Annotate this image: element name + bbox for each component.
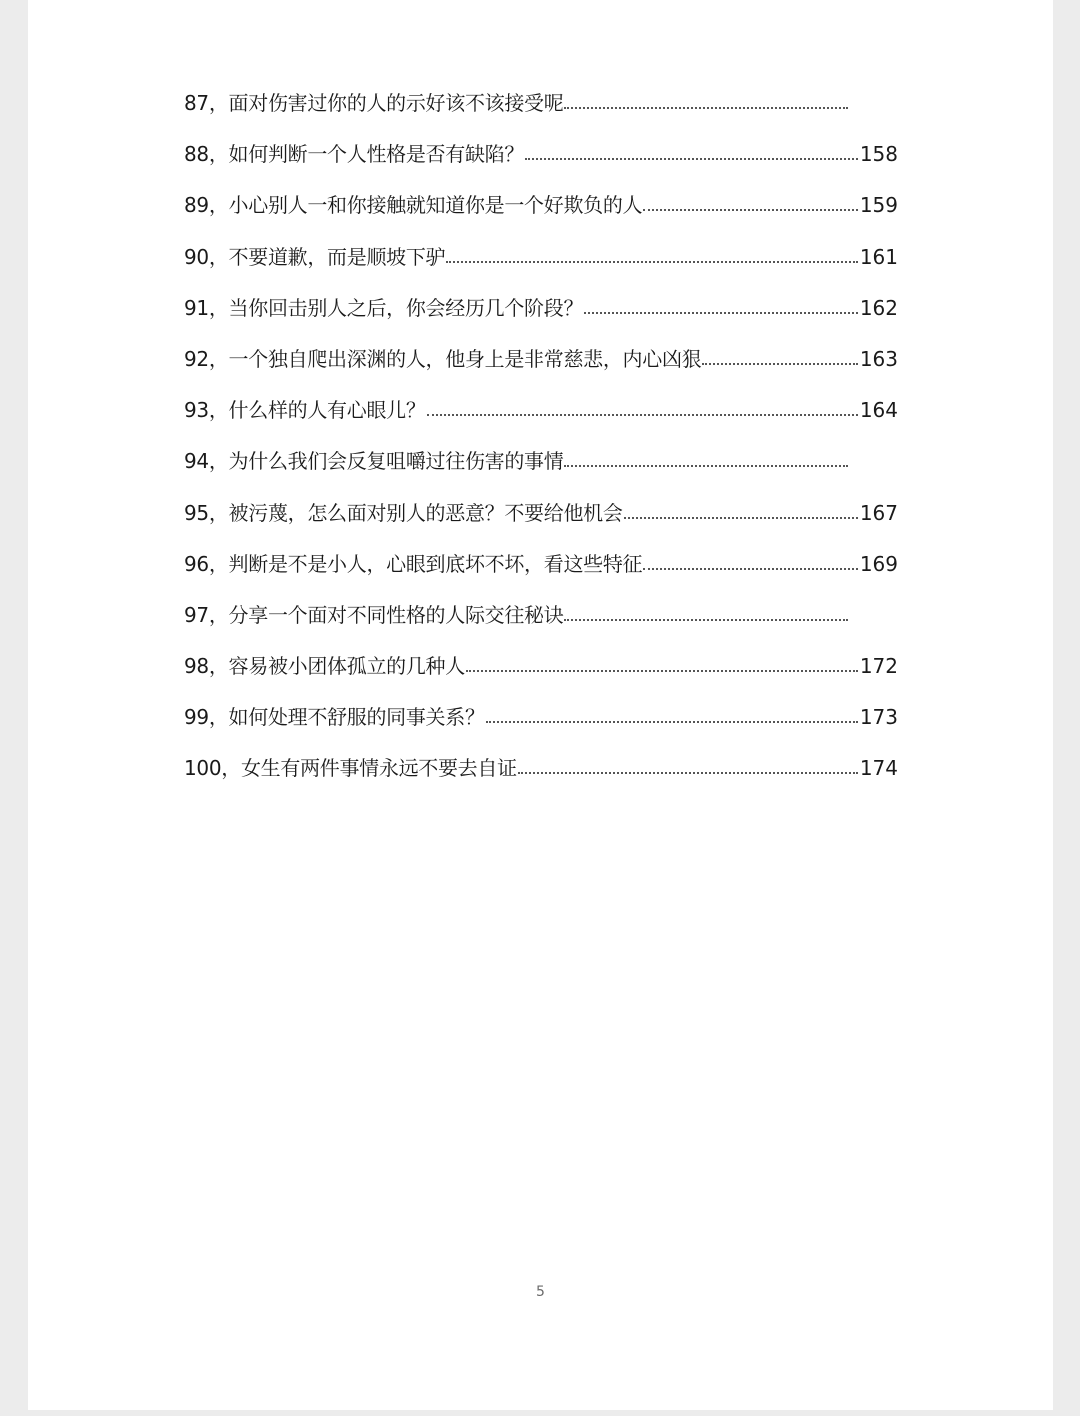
toc-entry-page-number: 159 [859, 193, 898, 218]
page-footer-number: 5 [536, 1284, 545, 1300]
toc-entry-title: 96，判断是不是小人，心眼到底坏不坏，看这些特征 [184, 551, 643, 576]
toc-entry-title: 91，当你回击别人之后，你会经历几个阶段？ [184, 295, 584, 320]
toc-dot-leader [643, 208, 858, 211]
toc-entry-page-number: 164 [859, 398, 898, 423]
toc-dot-leader [624, 516, 858, 519]
toc-entry-page-number: 173 [859, 705, 898, 730]
toc-entry-title: 90，不要道歉，而是顺坡下驴 [184, 244, 446, 269]
toc-entry-92[interactable] [184, 343, 898, 394]
toc-entry-title: 93，什么样的人有心眼儿？ [184, 398, 426, 423]
toc-entry-97[interactable] [184, 599, 898, 650]
toc-entry-page-number: 162 [859, 295, 898, 320]
toc-entry-page-number: 161 [859, 244, 898, 269]
toc-entry-93[interactable] [184, 394, 898, 445]
toc-entry-title: 99，如何处理不舒服的同事关系？ [184, 705, 485, 730]
toc-entry-88[interactable] [184, 138, 898, 189]
toc-dot-leader [518, 771, 858, 774]
toc-dot-leader [525, 157, 858, 160]
toc-entry-94[interactable] [184, 445, 898, 496]
toc-entry-page-number: 169 [859, 551, 898, 576]
toc-entry-96[interactable] [184, 548, 898, 599]
toc-entry-title: 95，被污蔑，怎么面对别人的恶意？不要给他机会 [184, 500, 623, 525]
toc-entry-99[interactable] [184, 701, 898, 752]
toc-entry-100[interactable] [184, 752, 898, 803]
toc-dot-leader [427, 413, 858, 416]
toc-dot-leader [643, 567, 858, 570]
toc-entry-title: 100，女生有两件事情永远不要去自证 [184, 756, 517, 781]
toc-entry-title: 97，分享一个面对不同性格的人际交往秘诀 [184, 602, 564, 627]
toc-entry-89[interactable] [184, 189, 898, 240]
table-of-contents [184, 87, 898, 804]
toc-entry-page-number: 158 [859, 142, 898, 167]
toc-dot-leader [446, 260, 858, 263]
toc-entry-page-number: 172 [859, 654, 898, 679]
toc-entry-title: 98，容易被小团体孤立的几种人 [184, 654, 465, 679]
toc-entry-title: 87，面对伤害过你的人的示好该不该接受呢 [184, 91, 564, 115]
toc-entry-title: 94，为什么我们会反复咀嚼过往伤害的事情 [184, 449, 564, 474]
toc-dot-leader [564, 618, 848, 621]
toc-dot-leader [702, 362, 857, 365]
toc-entry-95[interactable] [184, 497, 898, 548]
toc-dot-leader [584, 311, 858, 314]
toc-entry-title: 92，一个独自爬出深渊的人，他身上是非常慈悲，内心凶狠 [184, 346, 702, 371]
toc-entry-90[interactable] [184, 241, 898, 292]
toc-entry-91[interactable] [184, 292, 898, 343]
toc-entry-page-number: 163 [859, 346, 898, 371]
toc-dot-leader [466, 669, 858, 672]
toc-dot-leader [564, 464, 848, 467]
toc-dot-leader [564, 106, 848, 109]
toc-dot-leader [486, 720, 858, 723]
document-page [28, 0, 1053, 1410]
toc-entry-title: 89，小心别人一和你接触就知道你是一个好欺负的人 [184, 193, 643, 218]
toc-entry-page-number: 174 [859, 756, 898, 781]
toc-entry-87[interactable] [184, 87, 898, 138]
toc-entry-page-number: 167 [859, 500, 898, 525]
toc-entry-98[interactable] [184, 650, 898, 701]
toc-entry-title: 88，如何判断一个人性格是否有缺陷？ [184, 142, 525, 167]
